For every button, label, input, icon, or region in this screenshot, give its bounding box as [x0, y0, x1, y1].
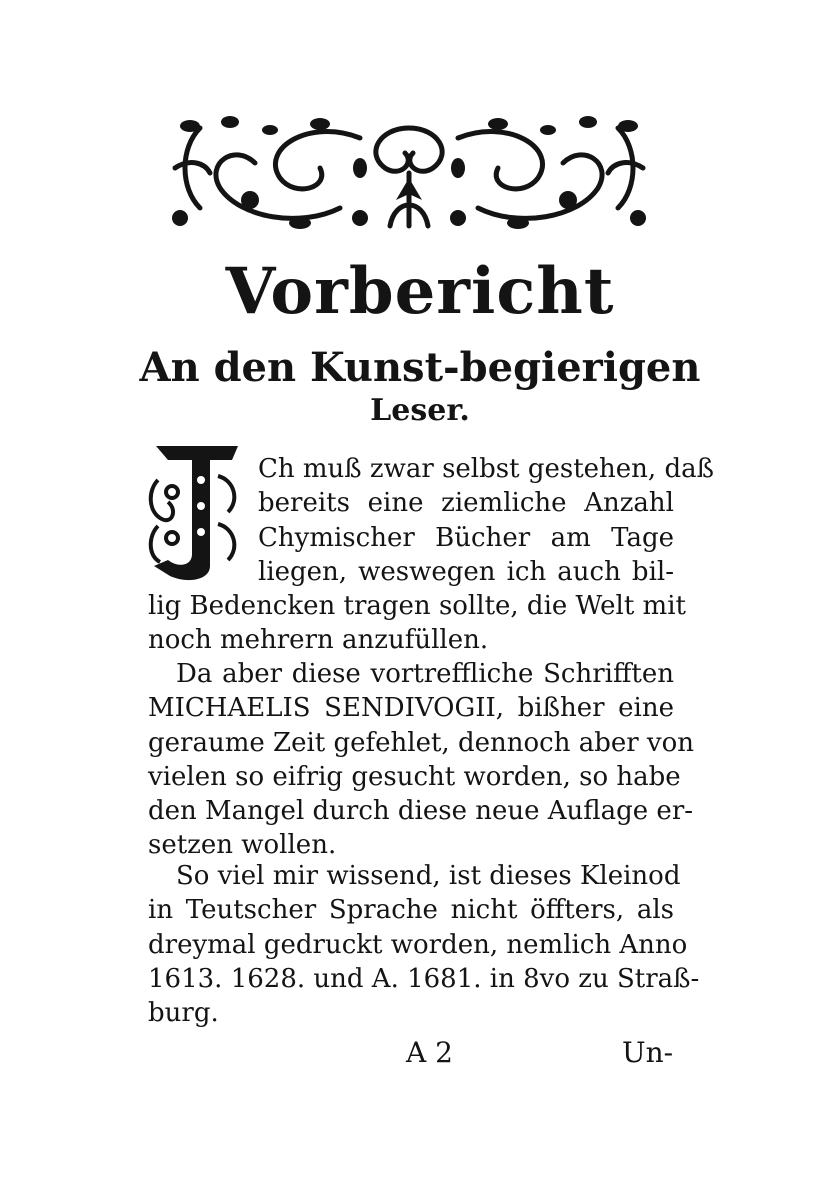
text-line: Chymischer Bücher am Tage — [258, 522, 674, 553]
page-title: Vorbericht — [225, 254, 615, 329]
text-line: bereits eine ziemliche Anzahl — [258, 488, 674, 519]
paragraph-1-dropcap-block — [258, 452, 714, 589]
text-line: vielen so eifrig gesucht worden, so habe — [148, 761, 681, 792]
paragraph-2 — [148, 657, 695, 863]
text-line: 1613. 1628. und A. 1681. in 8vo zu Straß- — [148, 963, 700, 994]
decorated-initial-I-icon — [148, 440, 244, 586]
text-line: Da aber diese vortreffliche Schrifften — [176, 659, 674, 689]
text-line: lig Bedencken tragen sollte, die Welt mit — [148, 591, 686, 621]
text-line: dreymal gedruckt worden, nemlich Anno — [148, 929, 688, 960]
signature-mark: A 2 — [406, 1036, 453, 1069]
text-line: burg. — [148, 998, 219, 1029]
text-line: setzen wollen. — [148, 830, 337, 861]
paragraph-1-continuation — [148, 589, 686, 658]
text-line: den Mangel durch diese neue Auflage er- — [148, 796, 694, 827]
page-subtitle: An den Kunst-begierigen — [139, 344, 701, 391]
text-line: MICHAELIS SENDIVOGII, bißher eine — [148, 693, 674, 724]
catchword: Un- — [622, 1036, 674, 1069]
text-line: So viel mir wissend, ist dieses Kleinod — [176, 861, 681, 891]
text-line: noch mehrern anzufüllen. — [148, 625, 489, 656]
text-line: in Teutscher Sprache nicht öffters, als — [148, 895, 674, 926]
text-line: liegen, weswegen ich auch bil- — [258, 556, 674, 587]
page-subtitle-second-line: Leser. — [370, 393, 470, 428]
text-line: Ch muß zwar selbst gestehen, daß — [258, 454, 714, 484]
text-line: geraume Zeit gefehlet, dennoch aber von — [148, 727, 695, 758]
floral-headpiece-ornament-icon — [160, 108, 658, 236]
paragraph-3 — [148, 859, 700, 1030]
